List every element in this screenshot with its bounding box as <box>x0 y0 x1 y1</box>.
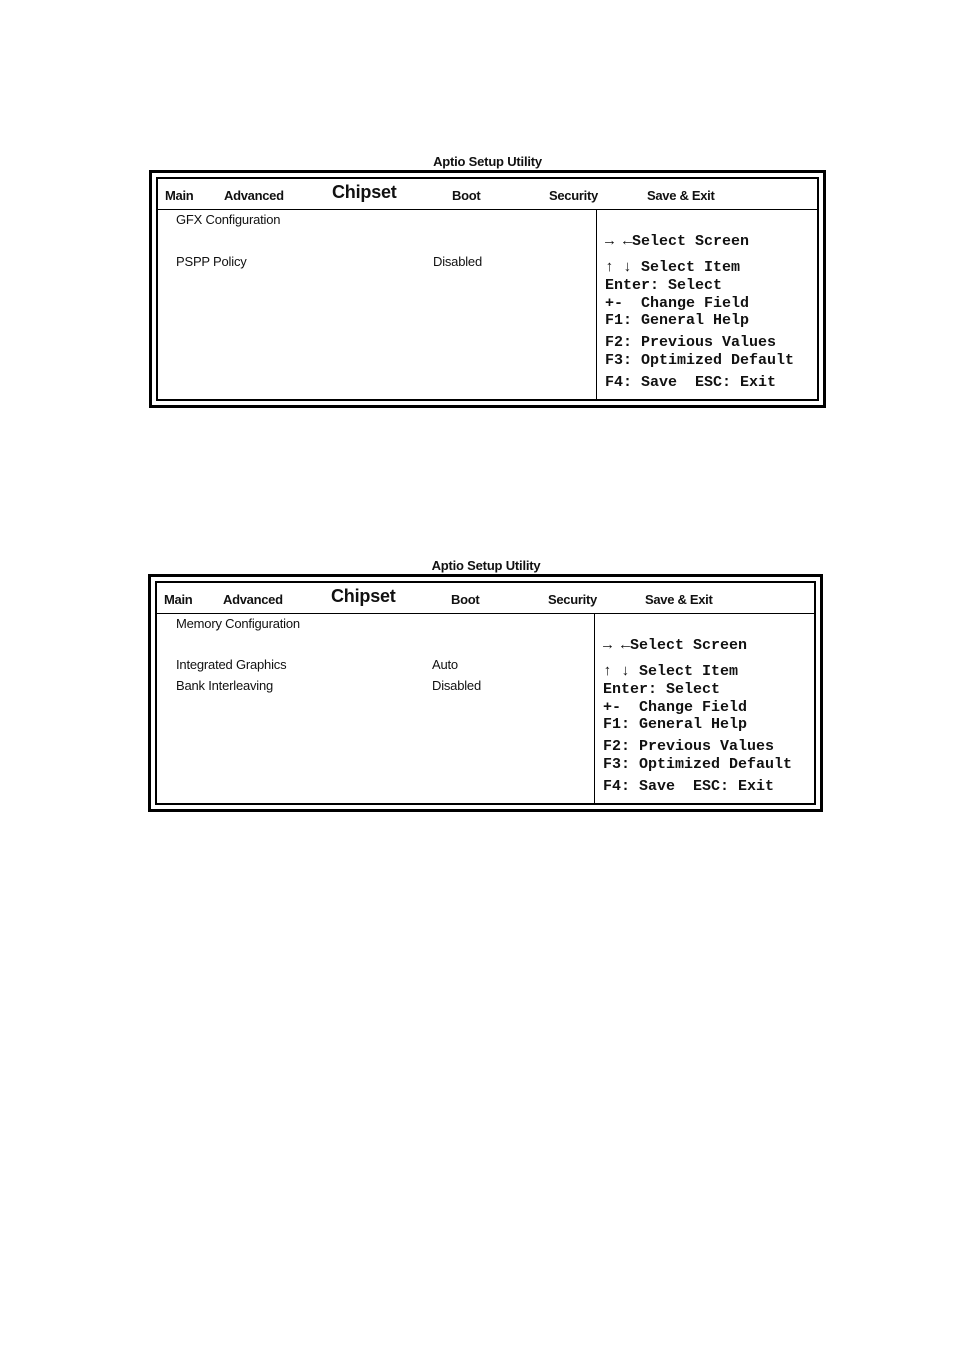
help-enter-select: Enter: Select <box>603 681 721 698</box>
tab-boot[interactable]: Boot <box>452 188 481 203</box>
tab-chipset[interactable]: Chipset <box>332 182 397 202</box>
help-previous-values: F2: Previous Values <box>605 334 777 351</box>
setting-label-pspp-policy[interactable]: PSPP Policy <box>176 254 247 269</box>
help-change-field: +- Change Field <box>603 699 748 716</box>
tab-advanced[interactable]: Advanced <box>224 188 284 203</box>
setting-value-pspp-policy[interactable]: Disabled <box>433 254 482 269</box>
help-general-help: F1: General Help <box>603 716 748 733</box>
tab-boot[interactable]: Boot <box>451 592 480 607</box>
help-select-screen: → ←Select Screen <box>605 233 750 250</box>
setup-window-inner <box>156 177 819 401</box>
setting-value-bank-interleaving[interactable]: Disabled <box>432 678 481 693</box>
menu-bar <box>157 583 814 614</box>
help-change-field: +- Change Field <box>605 295 750 312</box>
setting-value-integrated-graphics[interactable]: Auto <box>432 657 458 672</box>
setting-label-bank-interleaving[interactable]: Bank Interleaving <box>176 678 274 693</box>
menu-bar <box>158 179 817 210</box>
tab-advanced[interactable]: Advanced <box>223 592 283 607</box>
help-panel <box>597 210 817 399</box>
help-previous-values: F2: Previous Values <box>603 738 775 755</box>
setup-window-inner <box>155 581 816 805</box>
settings-panel <box>158 210 597 399</box>
help-save-exit: F4: Save ESC: Exit <box>605 374 777 391</box>
tab-main[interactable]: Main <box>165 188 194 203</box>
tab-main[interactable]: Main <box>164 592 193 607</box>
help-optimized-default: F3: Optimized Default <box>603 756 793 773</box>
help-select-screen: → ←Select Screen <box>603 637 748 654</box>
settings-panel <box>157 614 595 803</box>
setup-window <box>149 170 826 408</box>
utility-title: Aptio Setup Utility <box>433 154 542 169</box>
setup-window <box>148 574 823 812</box>
setting-label-integrated-graphics[interactable]: Integrated Graphics <box>176 657 287 672</box>
tab-save-exit[interactable]: Save & Exit <box>647 188 715 203</box>
section-header[interactable]: GFX Configuration <box>176 212 281 227</box>
utility-title: Aptio Setup Utility <box>431 558 541 573</box>
tab-save-exit[interactable]: Save & Exit <box>645 592 713 607</box>
tab-chipset[interactable]: Chipset <box>331 586 396 606</box>
help-panel <box>595 614 814 803</box>
section-header[interactable]: Memory Configuration <box>176 616 300 631</box>
help-select-item: ↑ ↓ Select Item <box>603 663 739 680</box>
tab-security[interactable]: Security <box>549 188 598 203</box>
help-general-help: F1: General Help <box>605 312 750 329</box>
tab-security[interactable]: Security <box>548 592 597 607</box>
help-select-item: ↑ ↓ Select Item <box>605 259 741 276</box>
help-optimized-default: F3: Optimized Default <box>605 352 795 369</box>
help-save-exit: F4: Save ESC: Exit <box>603 778 775 795</box>
help-enter-select: Enter: Select <box>605 277 723 294</box>
